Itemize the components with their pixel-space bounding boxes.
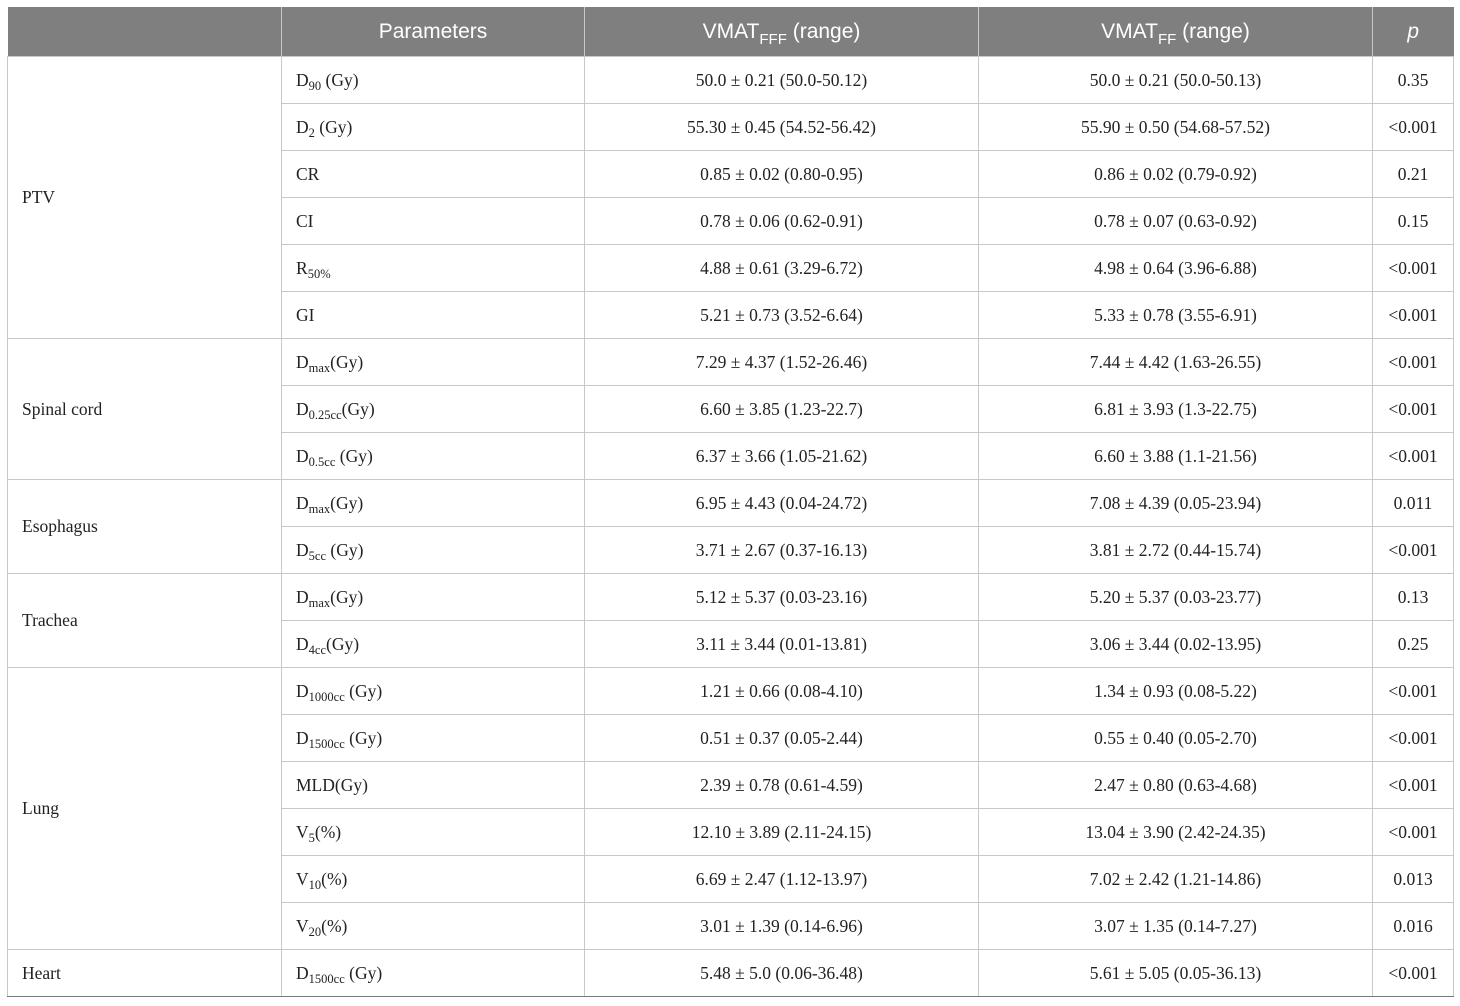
header-vmat-ff-base: VMAT <box>1101 19 1158 43</box>
parameter-unit: (Gy) <box>330 492 364 513</box>
vmat-ff-value: 3.81 ± 2.72 (0.44-15.74) <box>979 527 1373 574</box>
parameter-unit: (Gy) <box>344 680 383 701</box>
parameter-subscript: 0.5cc <box>308 454 336 469</box>
table-row <box>8 57 1454 104</box>
header-blank <box>8 7 282 57</box>
parameter-cell <box>282 151 585 198</box>
parameter-unit: (Gy) <box>330 351 364 372</box>
vmat-fff-value: 3.71 ± 2.67 (0.37-16.13) <box>585 527 979 574</box>
vmat-fff-value: 6.37 ± 3.66 (1.05-21.62) <box>585 433 979 480</box>
vmat-fff-value: 5.12 ± 5.37 (0.03-23.16) <box>585 574 979 621</box>
vmat-ff-value: 5.33 ± 0.78 (3.55-6.91) <box>979 292 1373 339</box>
parameter-base: CR <box>296 163 320 184</box>
parameter-cell <box>282 386 585 433</box>
header-vmat-fff-base: VMAT <box>702 19 760 43</box>
parameter-cell <box>282 57 585 104</box>
header-row <box>8 7 1454 57</box>
parameter-subscript: 1500cc <box>308 736 345 751</box>
parameter-base: D <box>296 116 309 137</box>
parameter-subscript: 50% <box>307 266 331 281</box>
parameter-cell <box>282 668 585 715</box>
parameter-subscript: max <box>308 501 331 516</box>
parameter-subscript: 90 <box>308 78 322 93</box>
p-value: 0.25 <box>1373 621 1454 668</box>
parameter-subscript: 5 <box>308 830 315 845</box>
structure-name: Esophagus <box>8 480 282 574</box>
vmat-fff-value: 3.11 ± 3.44 (0.01-13.81) <box>585 621 979 668</box>
table-row <box>8 574 1454 621</box>
p-value: <0.001 <box>1373 950 1454 997</box>
vmat-ff-value: 2.47 ± 0.80 (0.63-4.68) <box>979 762 1373 809</box>
p-value: 0.35 <box>1373 57 1454 104</box>
parameter-cell <box>282 715 585 762</box>
parameter-base: V <box>296 915 309 936</box>
vmat-fff-value: 6.95 ± 4.43 (0.04-24.72) <box>585 480 979 527</box>
header-vmat-fff-tail: (range) <box>786 19 861 43</box>
parameter-cell <box>282 433 585 480</box>
structure-name: Spinal cord <box>8 339 282 480</box>
parameter-subscript: 0.25cc <box>308 407 342 422</box>
structure-name: PTV <box>8 57 282 339</box>
p-value: <0.001 <box>1373 104 1454 151</box>
vmat-ff-value: 6.81 ± 3.93 (1.3-22.75) <box>979 386 1373 433</box>
table-row <box>8 950 1454 997</box>
parameter-cell <box>282 339 585 386</box>
parameter-base: D <box>296 680 309 701</box>
vmat-fff-value: 6.60 ± 3.85 (1.23-22.7) <box>585 386 979 433</box>
p-value: <0.001 <box>1373 527 1454 574</box>
header-vmat-fff <box>585 7 979 57</box>
vmat-ff-value: 4.98 ± 0.64 (3.96-6.88) <box>979 245 1373 292</box>
p-value: 0.011 <box>1373 480 1454 527</box>
parameter-base: D <box>296 633 309 654</box>
parameter-base: D <box>296 586 309 607</box>
parameter-subscript: 20 <box>308 924 322 939</box>
parameter-unit: (Gy) <box>330 586 364 607</box>
parameter-subscript: max <box>308 595 331 610</box>
vmat-ff-value: 7.44 ± 4.42 (1.63-26.55) <box>979 339 1373 386</box>
parameter-cell <box>282 856 585 903</box>
parameter-base: D <box>296 962 309 983</box>
p-value: 0.016 <box>1373 903 1454 950</box>
parameter-cell <box>282 950 585 997</box>
parameter-unit: (Gy) <box>335 445 373 466</box>
parameter-cell <box>282 762 585 809</box>
parameter-cell <box>282 104 585 151</box>
parameter-base: GI <box>296 304 315 325</box>
p-value: <0.001 <box>1373 386 1454 433</box>
header-parameters: Parameters <box>282 7 585 57</box>
parameter-cell <box>282 903 585 950</box>
parameter-base: V <box>296 868 309 889</box>
dosimetric-comparison-table <box>7 7 1454 997</box>
vmat-fff-value: 5.48 ± 5.0 (0.06-36.48) <box>585 950 979 997</box>
vmat-fff-value: 7.29 ± 4.37 (1.52-26.46) <box>585 339 979 386</box>
vmat-ff-value: 7.02 ± 2.42 (1.21-14.86) <box>979 856 1373 903</box>
vmat-ff-value: 7.08 ± 4.39 (0.05-23.94) <box>979 480 1373 527</box>
vmat-fff-value: 2.39 ± 0.78 (0.61-4.59) <box>585 762 979 809</box>
header-vmat-ff-sub: FF <box>1157 30 1177 48</box>
vmat-fff-value: 0.51 ± 0.37 (0.05-2.44) <box>585 715 979 762</box>
parameter-unit: (Gy) <box>344 727 383 748</box>
parameter-base: D <box>296 539 309 560</box>
vmat-ff-value: 0.86 ± 0.02 (0.79-0.92) <box>979 151 1373 198</box>
header-vmat-fff-sub: FFF <box>759 30 787 48</box>
table-body <box>8 57 1454 997</box>
table-row <box>8 339 1454 386</box>
parameter-subscript: 1500cc <box>308 971 345 986</box>
p-value: <0.001 <box>1373 668 1454 715</box>
header-vmat-ff-tail: (range) <box>1176 19 1250 43</box>
parameter-cell <box>282 527 585 574</box>
vmat-ff-value: 55.90 ± 0.50 (54.68-57.52) <box>979 104 1373 151</box>
parameter-base: D <box>296 69 309 90</box>
vmat-fff-value: 55.30 ± 0.45 (54.52-56.42) <box>585 104 979 151</box>
parameter-unit: (%) <box>321 868 348 889</box>
table-row <box>8 480 1454 527</box>
parameter-unit: (Gy) <box>314 116 353 137</box>
vmat-ff-value: 50.0 ± 0.21 (50.0-50.13) <box>979 57 1373 104</box>
vmat-fff-value: 0.85 ± 0.02 (0.80-0.95) <box>585 151 979 198</box>
parameter-cell <box>282 480 585 527</box>
p-value: 0.21 <box>1373 151 1454 198</box>
parameter-subscript: max <box>308 360 331 375</box>
structure-name: Lung <box>8 668 282 950</box>
parameter-cell <box>282 621 585 668</box>
vmat-fff-value: 0.78 ± 0.06 (0.62-0.91) <box>585 198 979 245</box>
header-vmat-ff <box>979 7 1373 57</box>
parameter-unit: (%) <box>314 821 342 842</box>
parameter-base: D <box>296 351 309 372</box>
vmat-fff-value: 1.21 ± 0.66 (0.08-4.10) <box>585 668 979 715</box>
parameter-base: R <box>296 257 308 278</box>
p-value: <0.001 <box>1373 762 1454 809</box>
vmat-ff-value: 13.04 ± 3.90 (2.42-24.35) <box>979 809 1373 856</box>
p-value: <0.001 <box>1373 245 1454 292</box>
p-value: 0.013 <box>1373 856 1454 903</box>
p-value: <0.001 <box>1373 809 1454 856</box>
p-value: 0.13 <box>1373 574 1454 621</box>
parameter-cell <box>282 292 585 339</box>
parameter-subscript: 5cc <box>308 548 326 563</box>
vmat-ff-value: 3.06 ± 3.44 (0.02-13.95) <box>979 621 1373 668</box>
parameter-base: D <box>296 445 309 466</box>
parameter-subscript: 10 <box>308 877 322 892</box>
vmat-fff-value: 4.88 ± 0.61 (3.29-6.72) <box>585 245 979 292</box>
vmat-ff-value: 5.20 ± 5.37 (0.03-23.77) <box>979 574 1373 621</box>
vmat-fff-value: 50.0 ± 0.21 (50.0-50.12) <box>585 57 979 104</box>
parameter-subscript: 2 <box>308 125 315 140</box>
parameter-base: D <box>296 727 309 748</box>
structure-name: Heart <box>8 950 282 997</box>
vmat-ff-value: 0.78 ± 0.07 (0.63-0.92) <box>979 198 1373 245</box>
table-row <box>8 668 1454 715</box>
table-container <box>7 7 1453 997</box>
p-value: 0.15 <box>1373 198 1454 245</box>
parameter-base: MLD(Gy) <box>296 774 368 795</box>
parameter-base: CI <box>296 210 314 231</box>
parameter-unit: (%) <box>321 915 348 936</box>
vmat-ff-value: 0.55 ± 0.40 (0.05-2.70) <box>979 715 1373 762</box>
vmat-ff-value: 5.61 ± 5.05 (0.05-36.13) <box>979 950 1373 997</box>
parameter-base: D <box>296 492 309 513</box>
p-value: <0.001 <box>1373 715 1454 762</box>
vmat-ff-value: 1.34 ± 0.93 (0.08-5.22) <box>979 668 1373 715</box>
parameter-subscript: 4cc <box>308 642 326 657</box>
parameter-cell <box>282 809 585 856</box>
parameter-subscript: 1000cc <box>308 689 345 704</box>
parameter-unit: (Gy) <box>344 962 383 983</box>
vmat-ff-value: 3.07 ± 1.35 (0.14-7.27) <box>979 903 1373 950</box>
parameter-cell <box>282 198 585 245</box>
parameter-unit: (Gy) <box>341 398 375 419</box>
parameter-base: D <box>296 398 309 419</box>
table-header <box>8 7 1454 57</box>
parameter-unit: (Gy) <box>321 69 359 90</box>
vmat-fff-value: 6.69 ± 2.47 (1.12-13.97) <box>585 856 979 903</box>
parameter-base: V <box>296 821 309 842</box>
vmat-ff-value: 6.60 ± 3.88 (1.1-21.56) <box>979 433 1373 480</box>
vmat-fff-value: 12.10 ± 3.89 (2.11-24.15) <box>585 809 979 856</box>
vmat-fff-value: 3.01 ± 1.39 (0.14-6.96) <box>585 903 979 950</box>
p-value: <0.001 <box>1373 292 1454 339</box>
structure-name: Trachea <box>8 574 282 668</box>
header-p-value: p <box>1373 7 1454 57</box>
parameter-unit: (Gy) <box>326 633 360 654</box>
parameter-cell <box>282 245 585 292</box>
vmat-fff-value: 5.21 ± 0.73 (3.52-6.64) <box>585 292 979 339</box>
parameter-unit: (Gy) <box>326 539 364 560</box>
p-value: <0.001 <box>1373 339 1454 386</box>
p-value: <0.001 <box>1373 433 1454 480</box>
parameter-cell <box>282 574 585 621</box>
